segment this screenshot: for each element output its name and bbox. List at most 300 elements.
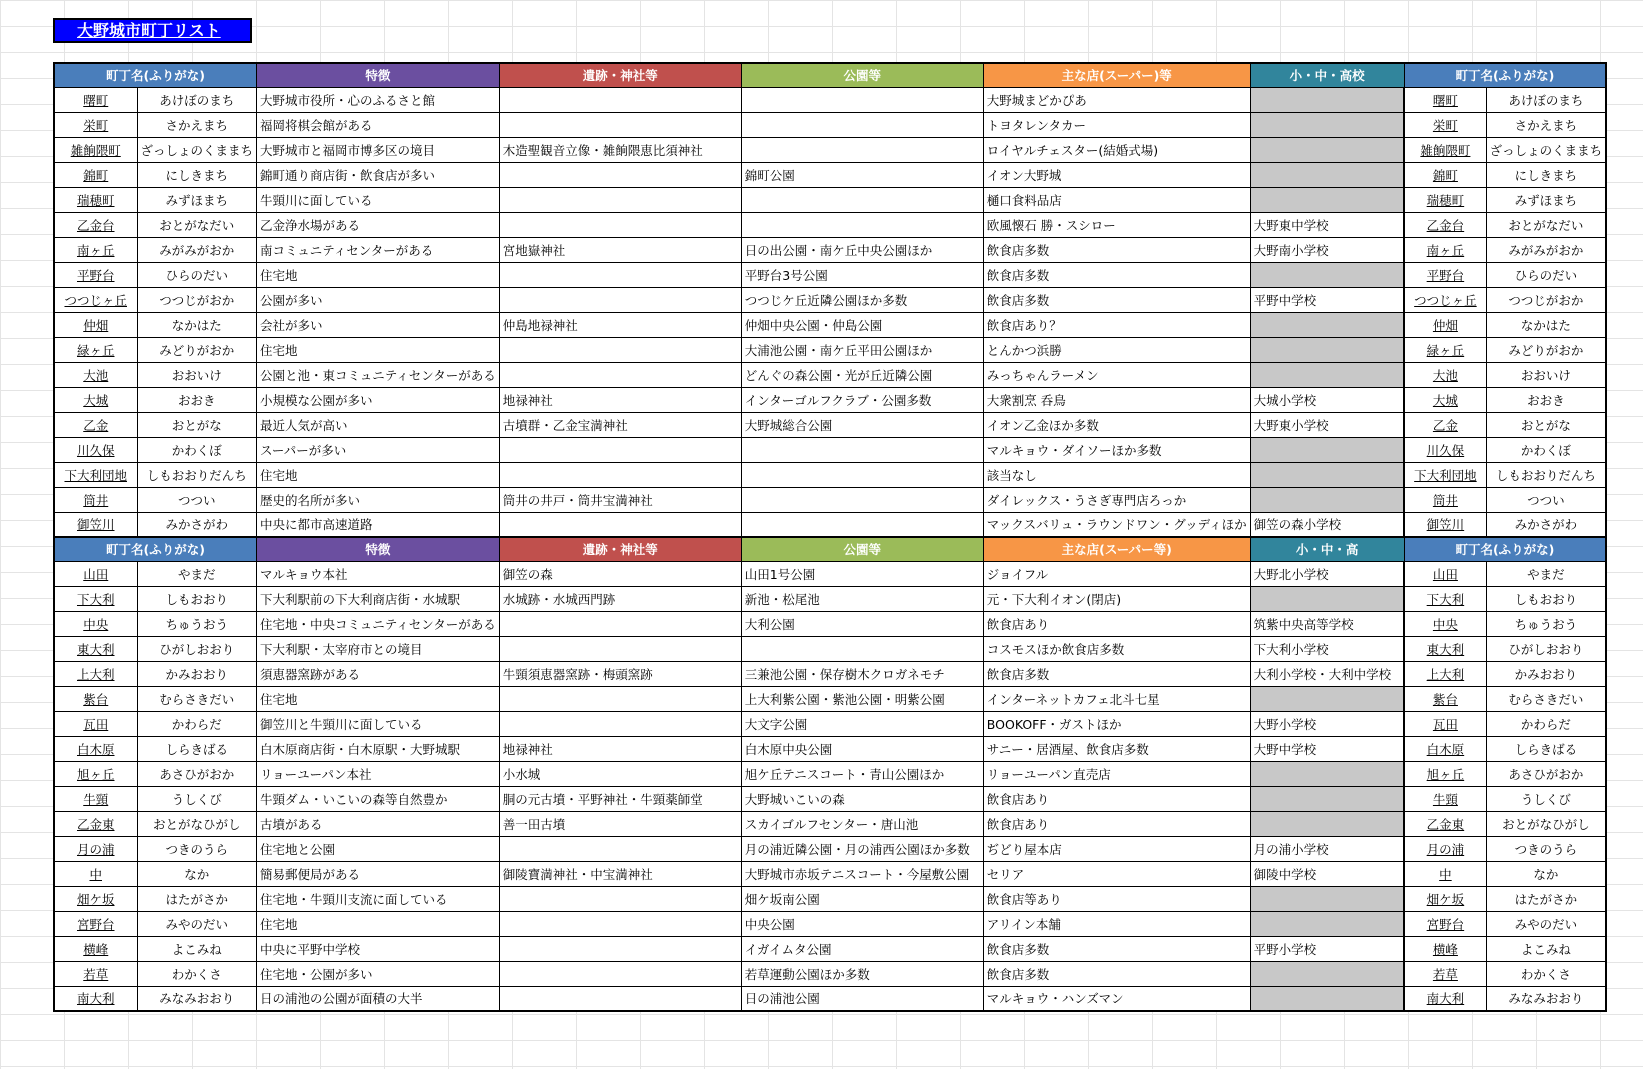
town-name-link[interactable]: 南ヶ丘 xyxy=(76,242,115,258)
town-name-link[interactable]: 仲畑 xyxy=(1432,317,1458,333)
cell-feature[interactable]: 下大利駅前の下大利商店街・水城駅 xyxy=(257,586,500,611)
cell-school[interactable]: 大野北小学校 xyxy=(1250,561,1404,586)
town-name-link[interactable]: 中央 xyxy=(1432,616,1458,632)
cell-town-name[interactable] xyxy=(54,911,137,936)
cell-furigana[interactable]: しもおおりだんち xyxy=(137,462,257,487)
cell-town-name[interactable] xyxy=(54,137,137,162)
cell-feature[interactable]: リョーユーパン本社 xyxy=(257,761,500,786)
town-name-link[interactable]: 大池 xyxy=(1432,367,1458,383)
town-name-link[interactable]: 御笠川 xyxy=(76,517,115,533)
cell-park[interactable] xyxy=(741,462,983,487)
cell-town-name-right[interactable] xyxy=(1404,761,1486,786)
header-park[interactable]: 公園等 xyxy=(741,537,983,561)
cell-furigana-right[interactable]: よこみね xyxy=(1486,936,1606,961)
cell-town-name[interactable] xyxy=(54,212,137,237)
cell-town-name[interactable] xyxy=(54,586,137,611)
cell-shop[interactable]: 該当なし xyxy=(983,462,1250,487)
cell-shrine[interactable] xyxy=(499,212,741,237)
cell-shop[interactable]: 樋口食料品店 xyxy=(983,187,1250,212)
town-name-link[interactable]: 栄町 xyxy=(83,117,109,133)
cell-town-name[interactable] xyxy=(54,686,137,711)
cell-town-name[interactable] xyxy=(54,287,137,312)
cell-town-name[interactable] xyxy=(54,761,137,786)
cell-shop[interactable]: セリア xyxy=(983,861,1250,886)
cell-school[interactable]: 筑紫中央高等学校 xyxy=(1250,611,1404,636)
cell-park[interactable] xyxy=(741,137,983,162)
cell-shop[interactable]: ジョイフル xyxy=(983,561,1250,586)
cell-school[interactable] xyxy=(1250,462,1404,487)
town-name-link[interactable]: 畑ケ坂 xyxy=(76,891,115,907)
town-name-link[interactable]: 下大利団地 xyxy=(1414,467,1477,483)
header-town-name-right[interactable]: 町丁名(ふりがな) xyxy=(1404,537,1606,561)
cell-furigana[interactable]: かわくぼ xyxy=(137,437,257,462)
town-name-link[interactable]: 川久保 xyxy=(76,442,115,458)
cell-shrine[interactable] xyxy=(499,362,741,387)
cell-school[interactable]: 月の浦小学校 xyxy=(1250,836,1404,861)
cell-town-name-right[interactable] xyxy=(1404,437,1486,462)
cell-town-name-right[interactable] xyxy=(1404,87,1486,112)
cell-feature[interactable]: 住宅地 xyxy=(257,262,500,287)
cell-park[interactable] xyxy=(741,212,983,237)
town-name-link[interactable]: つつじヶ丘 xyxy=(1414,292,1477,308)
cell-park[interactable]: インターゴルフクラブ・公園多数 xyxy=(741,387,983,412)
cell-furigana[interactable]: あけぼのまち xyxy=(137,87,257,112)
cell-town-name-right[interactable] xyxy=(1404,137,1486,162)
cell-shop[interactable]: サニー・居酒屋、飲食店多数 xyxy=(983,736,1250,761)
cell-furigana-right[interactable]: ひらのだい xyxy=(1486,262,1606,287)
cell-furigana[interactable]: やまだ xyxy=(137,561,257,586)
cell-town-name-right[interactable] xyxy=(1404,512,1486,537)
cell-feature[interactable]: 大野城市と福岡市博多区の境目 xyxy=(257,137,500,162)
town-name-link[interactable]: 緑ヶ丘 xyxy=(1426,342,1465,358)
header-shop[interactable]: 主な店(スーパー等) xyxy=(983,537,1250,561)
cell-school[interactable] xyxy=(1250,187,1404,212)
cell-furigana-right[interactable]: ひがしおおり xyxy=(1486,636,1606,661)
cell-shop[interactable]: みっちゃんラーメン xyxy=(983,362,1250,387)
cell-furigana-right[interactable]: やまだ xyxy=(1486,561,1606,586)
town-name-link[interactable]: 錦町 xyxy=(1432,167,1458,183)
cell-town-name-right[interactable] xyxy=(1404,287,1486,312)
cell-town-name[interactable] xyxy=(54,362,137,387)
cell-park[interactable] xyxy=(741,187,983,212)
cell-town-name-right[interactable] xyxy=(1404,187,1486,212)
cell-town-name-right[interactable] xyxy=(1404,262,1486,287)
cell-shrine[interactable] xyxy=(499,711,741,736)
cell-shrine[interactable]: 牛頸須恵器窯跡・梅頭窯跡 xyxy=(499,661,741,686)
cell-town-name-right[interactable] xyxy=(1404,811,1486,836)
cell-school[interactable]: 大野東小学校 xyxy=(1250,412,1404,437)
cell-feature[interactable]: 中央に都市高速道路 xyxy=(257,512,500,537)
town-name-link[interactable]: 筒井 xyxy=(83,492,109,508)
cell-town-name[interactable] xyxy=(54,661,137,686)
cell-park[interactable]: 大利公園 xyxy=(741,611,983,636)
cell-furigana[interactable]: ざっしょのくままち xyxy=(137,137,257,162)
cell-town-name-right[interactable] xyxy=(1404,911,1486,936)
town-name-link[interactable]: 若草 xyxy=(1432,966,1458,982)
town-name-link[interactable]: 畑ケ坂 xyxy=(1426,891,1465,907)
cell-furigana-right[interactable]: みやのだい xyxy=(1486,911,1606,936)
cell-shop[interactable]: マルキョウ・ダイソーほか多数 xyxy=(983,437,1250,462)
cell-feature[interactable]: 牛頸川に面している xyxy=(257,187,500,212)
cell-shrine[interactable] xyxy=(499,911,741,936)
cell-furigana-right[interactable]: ちゅうおう xyxy=(1486,611,1606,636)
cell-school[interactable] xyxy=(1250,362,1404,387)
cell-feature[interactable]: 古墳がある xyxy=(257,811,500,836)
cell-shop[interactable]: イオン乙金ほか多数 xyxy=(983,412,1250,437)
town-name-link[interactable]: 旭ヶ丘 xyxy=(76,766,115,782)
cell-shop[interactable]: アリイン本舗 xyxy=(983,911,1250,936)
cell-town-name-right[interactable] xyxy=(1404,387,1486,412)
town-name-link[interactable]: 乙金 xyxy=(83,417,109,433)
cell-shop[interactable]: 飲食店多数 xyxy=(983,661,1250,686)
cell-shop[interactable]: 飲食店多数 xyxy=(983,287,1250,312)
cell-shop[interactable]: 飲食店等あり xyxy=(983,886,1250,911)
cell-park[interactable]: 新池・松尾池 xyxy=(741,586,983,611)
cell-shop[interactable]: マックスバリュ・ラウンドワン・グッディほか xyxy=(983,512,1250,537)
header-town-name[interactable]: 町丁名(ふりがな) xyxy=(54,63,257,87)
cell-furigana[interactable]: みかさがわ xyxy=(137,512,257,537)
cell-town-name-right[interactable] xyxy=(1404,836,1486,861)
town-name-link[interactable]: 瓦田 xyxy=(83,716,109,732)
cell-shop[interactable]: 大野城まどかぴあ xyxy=(983,87,1250,112)
town-name-link[interactable]: 平野台 xyxy=(76,267,115,283)
town-name-link[interactable]: 下大利 xyxy=(1426,591,1465,607)
cell-furigana-right[interactable]: しらきばる xyxy=(1486,736,1606,761)
cell-shrine[interactable] xyxy=(499,462,741,487)
cell-shrine[interactable] xyxy=(499,886,741,911)
cell-town-name[interactable] xyxy=(54,736,137,761)
cell-town-name[interactable] xyxy=(54,561,137,586)
cell-furigana[interactable]: みどりがおか xyxy=(137,337,257,362)
header-shrine[interactable]: 遺跡・神社等 xyxy=(499,63,741,87)
cell-furigana-right[interactable]: みなみおおり xyxy=(1486,986,1606,1011)
cell-town-name[interactable] xyxy=(54,711,137,736)
cell-school[interactable]: 大城小学校 xyxy=(1250,387,1404,412)
cell-town-name-right[interactable] xyxy=(1404,337,1486,362)
cell-feature[interactable]: 住宅地 xyxy=(257,462,500,487)
cell-park[interactable] xyxy=(741,487,983,512)
cell-town-name[interactable] xyxy=(54,337,137,362)
cell-town-name[interactable] xyxy=(54,512,137,537)
cell-town-name-right[interactable] xyxy=(1404,886,1486,911)
cell-town-name-right[interactable] xyxy=(1404,362,1486,387)
cell-shrine[interactable] xyxy=(499,512,741,537)
cell-town-name-right[interactable] xyxy=(1404,462,1486,487)
cell-furigana-right[interactable]: かみおおり xyxy=(1486,661,1606,686)
cell-park[interactable]: 日の浦池公園 xyxy=(741,986,983,1011)
header-feature[interactable]: 特徴 xyxy=(257,63,500,87)
town-name-link[interactable]: 下大利 xyxy=(76,591,115,607)
town-name-link[interactable]: 横峰 xyxy=(1432,941,1458,957)
cell-shrine[interactable]: 胴の元古墳・平野神社・牛頸薬師堂 xyxy=(499,786,741,811)
cell-shrine[interactable] xyxy=(499,836,741,861)
cell-shrine[interactable]: 御陵寶満神社・中宝満神社 xyxy=(499,861,741,886)
cell-shrine[interactable] xyxy=(499,262,741,287)
cell-shop[interactable]: 飲食店多数 xyxy=(983,936,1250,961)
cell-town-name-right[interactable] xyxy=(1404,212,1486,237)
town-name-link[interactable]: 山田 xyxy=(83,566,109,582)
cell-town-name[interactable] xyxy=(54,462,137,487)
cell-furigana-right[interactable]: おとがなだい xyxy=(1486,212,1606,237)
cell-furigana[interactable]: わかくさ xyxy=(137,961,257,986)
cell-shrine[interactable] xyxy=(499,437,741,462)
cell-furigana[interactable]: なか xyxy=(137,861,257,886)
cell-furigana-right[interactable]: つきのうら xyxy=(1486,836,1606,861)
cell-town-name[interactable] xyxy=(54,886,137,911)
header-shrine[interactable]: 遺跡・神社等 xyxy=(499,537,741,561)
town-name-link[interactable]: 大城 xyxy=(1432,392,1458,408)
cell-furigana[interactable]: つつい xyxy=(137,487,257,512)
cell-town-name[interactable] xyxy=(54,836,137,861)
cell-shop[interactable]: マルキョウ・ハンズマン xyxy=(983,986,1250,1011)
cell-furigana[interactable]: はたがさか xyxy=(137,886,257,911)
cell-town-name[interactable] xyxy=(54,412,137,437)
cell-school[interactable] xyxy=(1250,686,1404,711)
cell-feature[interactable]: 乙金浄水場がある xyxy=(257,212,500,237)
town-name-link[interactable]: 仲畑 xyxy=(83,317,109,333)
cell-feature[interactable]: 日の浦池の公園が面積の大半 xyxy=(257,986,500,1011)
town-name-link[interactable]: 紫台 xyxy=(83,691,109,707)
cell-shop[interactable]: 飲食店多数 xyxy=(983,961,1250,986)
cell-furigana-right[interactable]: みがみがおか xyxy=(1486,237,1606,262)
cell-school[interactable]: 下大利小学校 xyxy=(1250,636,1404,661)
cell-park[interactable]: 白木原中央公園 xyxy=(741,736,983,761)
cell-furigana[interactable]: おおいけ xyxy=(137,362,257,387)
cell-furigana[interactable]: つきのうら xyxy=(137,836,257,861)
cell-furigana-right[interactable]: おとがな xyxy=(1486,412,1606,437)
cell-shrine[interactable]: 地禄神社 xyxy=(499,736,741,761)
cell-town-name[interactable] xyxy=(54,312,137,337)
cell-shrine[interactable]: 地禄神社 xyxy=(499,387,741,412)
cell-school[interactable]: 御陵中学校 xyxy=(1250,861,1404,886)
town-name-link[interactable]: 雑餉隈町 xyxy=(1420,142,1471,158)
town-name-link[interactable]: 上大利 xyxy=(1426,666,1465,682)
cell-town-name[interactable] xyxy=(54,187,137,212)
town-name-link[interactable]: 白木原 xyxy=(1426,741,1465,757)
cell-furigana-right[interactable]: みかさがわ xyxy=(1486,512,1606,537)
cell-school[interactable] xyxy=(1250,487,1404,512)
cell-town-name[interactable] xyxy=(54,936,137,961)
cell-town-name-right[interactable] xyxy=(1404,961,1486,986)
cell-town-name[interactable] xyxy=(54,611,137,636)
cell-furigana[interactable]: かわらだ xyxy=(137,711,257,736)
cell-furigana-right[interactable]: ざっしょのくままち xyxy=(1486,137,1606,162)
cell-park[interactable]: 大野城いこいの森 xyxy=(741,786,983,811)
town-name-link[interactable]: 錦町 xyxy=(83,167,109,183)
cell-school[interactable] xyxy=(1250,112,1404,137)
cell-school[interactable]: 平野小学校 xyxy=(1250,936,1404,961)
town-name-link[interactable]: 南大利 xyxy=(76,991,115,1007)
cell-school[interactable] xyxy=(1250,961,1404,986)
cell-furigana-right[interactable]: あけぼのまち xyxy=(1486,87,1606,112)
cell-feature[interactable]: 住宅地と公園 xyxy=(257,836,500,861)
cell-shrine[interactable]: 宮地嶽神社 xyxy=(499,237,741,262)
cell-town-name-right[interactable] xyxy=(1404,661,1486,686)
cell-furigana[interactable]: よこみね xyxy=(137,936,257,961)
cell-feature[interactable]: 福岡将棋会館がある xyxy=(257,112,500,137)
town-name-link[interactable]: 乙金東 xyxy=(76,816,115,832)
cell-furigana[interactable]: ちゅうおう xyxy=(137,611,257,636)
cell-shrine[interactable] xyxy=(499,162,741,187)
cell-shrine[interactable] xyxy=(499,686,741,711)
cell-feature[interactable]: 会社が多い xyxy=(257,312,500,337)
cell-furigana[interactable]: あさひがおか xyxy=(137,761,257,786)
cell-town-name-right[interactable] xyxy=(1404,611,1486,636)
cell-town-name[interactable] xyxy=(54,961,137,986)
town-name-link[interactable]: 乙金 xyxy=(1432,417,1458,433)
cell-town-name[interactable] xyxy=(54,162,137,187)
cell-shop[interactable]: コスモスほか飲食店多数 xyxy=(983,636,1250,661)
cell-shop[interactable]: 飲食店あり xyxy=(983,811,1250,836)
cell-feature[interactable]: 住宅地 xyxy=(257,337,500,362)
cell-town-name[interactable] xyxy=(54,112,137,137)
cell-school[interactable] xyxy=(1250,586,1404,611)
cell-furigana[interactable]: ひがしおおり xyxy=(137,636,257,661)
town-name-link[interactable]: 瑞穂町 xyxy=(76,192,115,208)
town-name-link[interactable]: 乙金台 xyxy=(1426,217,1465,233)
town-name-link[interactable]: 瓦田 xyxy=(1432,716,1458,732)
cell-park[interactable]: 大野城市赤坂テニスコート・今屋敷公園 xyxy=(741,861,983,886)
cell-furigana[interactable]: むらさきだい xyxy=(137,686,257,711)
cell-feature[interactable]: 錦町通り商店街・飲食店が多い xyxy=(257,162,500,187)
town-name-link[interactable]: 雑餉隈町 xyxy=(70,142,121,158)
town-name-link[interactable]: 若草 xyxy=(83,966,109,982)
cell-town-name-right[interactable] xyxy=(1404,586,1486,611)
cell-shrine[interactable] xyxy=(499,337,741,362)
cell-feature[interactable]: 小規模な公園が多い xyxy=(257,387,500,412)
town-name-link[interactable]: つつじヶ丘 xyxy=(64,292,127,308)
cell-park[interactable]: スカイゴルフセンター・唐山池 xyxy=(741,811,983,836)
cell-school[interactable]: 大利小学校・大利中学校 xyxy=(1250,661,1404,686)
cell-town-name-right[interactable] xyxy=(1404,711,1486,736)
cell-feature[interactable]: 簡易郵便局がある xyxy=(257,861,500,886)
cell-school[interactable] xyxy=(1250,312,1404,337)
header-town-name[interactable]: 町丁名(ふりがな) xyxy=(54,537,257,561)
cell-shop[interactable]: BOOKOFF・ガストほか xyxy=(983,711,1250,736)
cell-town-name[interactable] xyxy=(54,437,137,462)
cell-school[interactable] xyxy=(1250,786,1404,811)
cell-park[interactable]: どんぐの森公園・光が丘近隣公園 xyxy=(741,362,983,387)
cell-furigana-right[interactable]: なか xyxy=(1486,861,1606,886)
town-name-link[interactable]: 宮野台 xyxy=(76,916,115,932)
header-school[interactable]: 小・中・高校 xyxy=(1250,63,1404,87)
cell-park[interactable]: 仲畑中央公園・仲島公園 xyxy=(741,312,983,337)
town-name-link[interactable]: 山田 xyxy=(1432,566,1458,582)
cell-shop[interactable]: イオン大野城 xyxy=(983,162,1250,187)
cell-park[interactable]: つつじケ丘近隣公園ほか多数 xyxy=(741,287,983,312)
cell-park[interactable] xyxy=(741,437,983,462)
cell-furigana[interactable]: おとがなひがし xyxy=(137,811,257,836)
cell-furigana-right[interactable]: うしくび xyxy=(1486,786,1606,811)
cell-shrine[interactable] xyxy=(499,87,741,112)
cell-furigana[interactable]: おとがなだい xyxy=(137,212,257,237)
cell-park[interactable]: 中央公園 xyxy=(741,911,983,936)
cell-furigana-right[interactable]: かわらだ xyxy=(1486,711,1606,736)
cell-feature[interactable]: 白木原商店街・白木原駅・大野城駅 xyxy=(257,736,500,761)
town-name-link[interactable]: 緑ヶ丘 xyxy=(76,342,115,358)
town-name-link[interactable]: 東大利 xyxy=(1426,641,1465,657)
cell-park[interactable]: 旭ケ丘テニスコート・青山公園ほか xyxy=(741,761,983,786)
header-park[interactable]: 公園等 xyxy=(741,63,983,87)
cell-furigana-right[interactable]: むらさきだい xyxy=(1486,686,1606,711)
cell-park[interactable]: 若草運動公園ほか多数 xyxy=(741,961,983,986)
cell-shop[interactable]: ロイヤルチェスター(結婚式場) xyxy=(983,137,1250,162)
cell-furigana-right[interactable]: にしきまち xyxy=(1486,162,1606,187)
cell-shrine[interactable]: 御笠の森 xyxy=(499,561,741,586)
cell-shop[interactable]: 元・下大利イオン(閉店) xyxy=(983,586,1250,611)
cell-town-name-right[interactable] xyxy=(1404,686,1486,711)
cell-school[interactable] xyxy=(1250,761,1404,786)
cell-park[interactable]: 平野台3号公園 xyxy=(741,262,983,287)
cell-town-name-right[interactable] xyxy=(1404,561,1486,586)
header-feature[interactable]: 特徴 xyxy=(257,537,500,561)
cell-furigana[interactable]: おおき xyxy=(137,387,257,412)
town-name-link[interactable]: 南大利 xyxy=(1426,991,1465,1007)
cell-school[interactable] xyxy=(1250,911,1404,936)
cell-school[interactable] xyxy=(1250,162,1404,187)
cell-school[interactable] xyxy=(1250,437,1404,462)
cell-furigana-right[interactable]: なかはた xyxy=(1486,312,1606,337)
cell-shrine[interactable]: 木造聖観音立像・雑餉隈恵比須神社 xyxy=(499,137,741,162)
cell-furigana[interactable]: みがみがおか xyxy=(137,237,257,262)
town-name-link[interactable]: 筒井 xyxy=(1432,492,1458,508)
cell-school[interactable]: 大野小学校 xyxy=(1250,711,1404,736)
cell-furigana-right[interactable]: はたがさか xyxy=(1486,886,1606,911)
town-name-link[interactable]: 乙金東 xyxy=(1426,816,1465,832)
cell-shop[interactable]: 飲食店あり？ xyxy=(983,312,1250,337)
town-name-link[interactable]: 曙町 xyxy=(83,92,109,108)
cell-feature[interactable]: 牛頸ダム・いこいの森等自然豊か xyxy=(257,786,500,811)
cell-shop[interactable]: リョーユーパン直売店 xyxy=(983,761,1250,786)
cell-town-name[interactable] xyxy=(54,861,137,886)
cell-town-name-right[interactable] xyxy=(1404,861,1486,886)
town-name-link[interactable]: 月の浦 xyxy=(1426,841,1465,857)
cell-park[interactable]: 三兼池公園・保存樹木クロガネモチ xyxy=(741,661,983,686)
cell-school[interactable] xyxy=(1250,811,1404,836)
cell-furigana[interactable]: ひらのだい xyxy=(137,262,257,287)
town-name-link[interactable]: 南ヶ丘 xyxy=(1426,242,1465,258)
cell-town-name-right[interactable] xyxy=(1404,112,1486,137)
cell-school[interactable]: 大野中学校 xyxy=(1250,736,1404,761)
cell-shop[interactable]: ぢどり屋本店 xyxy=(983,836,1250,861)
cell-park[interactable] xyxy=(741,87,983,112)
cell-park[interactable]: 月の浦近隣公園・月の浦西公園ほか多数 xyxy=(741,836,983,861)
cell-school[interactable]: 御笠の森小学校 xyxy=(1250,512,1404,537)
cell-shrine[interactable]: 古墳群・乙金宝満神社 xyxy=(499,412,741,437)
cell-school[interactable] xyxy=(1250,337,1404,362)
cell-town-name-right[interactable] xyxy=(1404,786,1486,811)
cell-shrine[interactable]: 善一田古墳 xyxy=(499,811,741,836)
cell-feature[interactable]: 住宅地・牛頸川支流に面している xyxy=(257,886,500,911)
cell-park[interactable]: 大浦池公園・南ケ丘平田公園ほか xyxy=(741,337,983,362)
cell-town-name-right[interactable] xyxy=(1404,162,1486,187)
cell-town-name[interactable] xyxy=(54,87,137,112)
cell-town-name[interactable] xyxy=(54,487,137,512)
town-name-link[interactable]: 紫台 xyxy=(1432,691,1458,707)
cell-furigana-right[interactable]: あさひがおか xyxy=(1486,761,1606,786)
town-name-link[interactable]: 中 xyxy=(1439,866,1452,882)
cell-feature[interactable]: 中央に平野中学校 xyxy=(257,936,500,961)
cell-shop[interactable]: ダイレックス・うさぎ専門店ろっか xyxy=(983,487,1250,512)
cell-park[interactable] xyxy=(741,636,983,661)
cell-feature[interactable]: 下大利駅・太宰府市との境目 xyxy=(257,636,500,661)
town-name-link[interactable]: 中央 xyxy=(83,616,109,632)
town-name-link[interactable]: 月の浦 xyxy=(76,841,115,857)
cell-feature[interactable]: 住宅地 xyxy=(257,686,500,711)
cell-school[interactable] xyxy=(1250,262,1404,287)
town-name-link[interactable]: 曙町 xyxy=(1432,92,1458,108)
cell-school[interactable] xyxy=(1250,986,1404,1011)
